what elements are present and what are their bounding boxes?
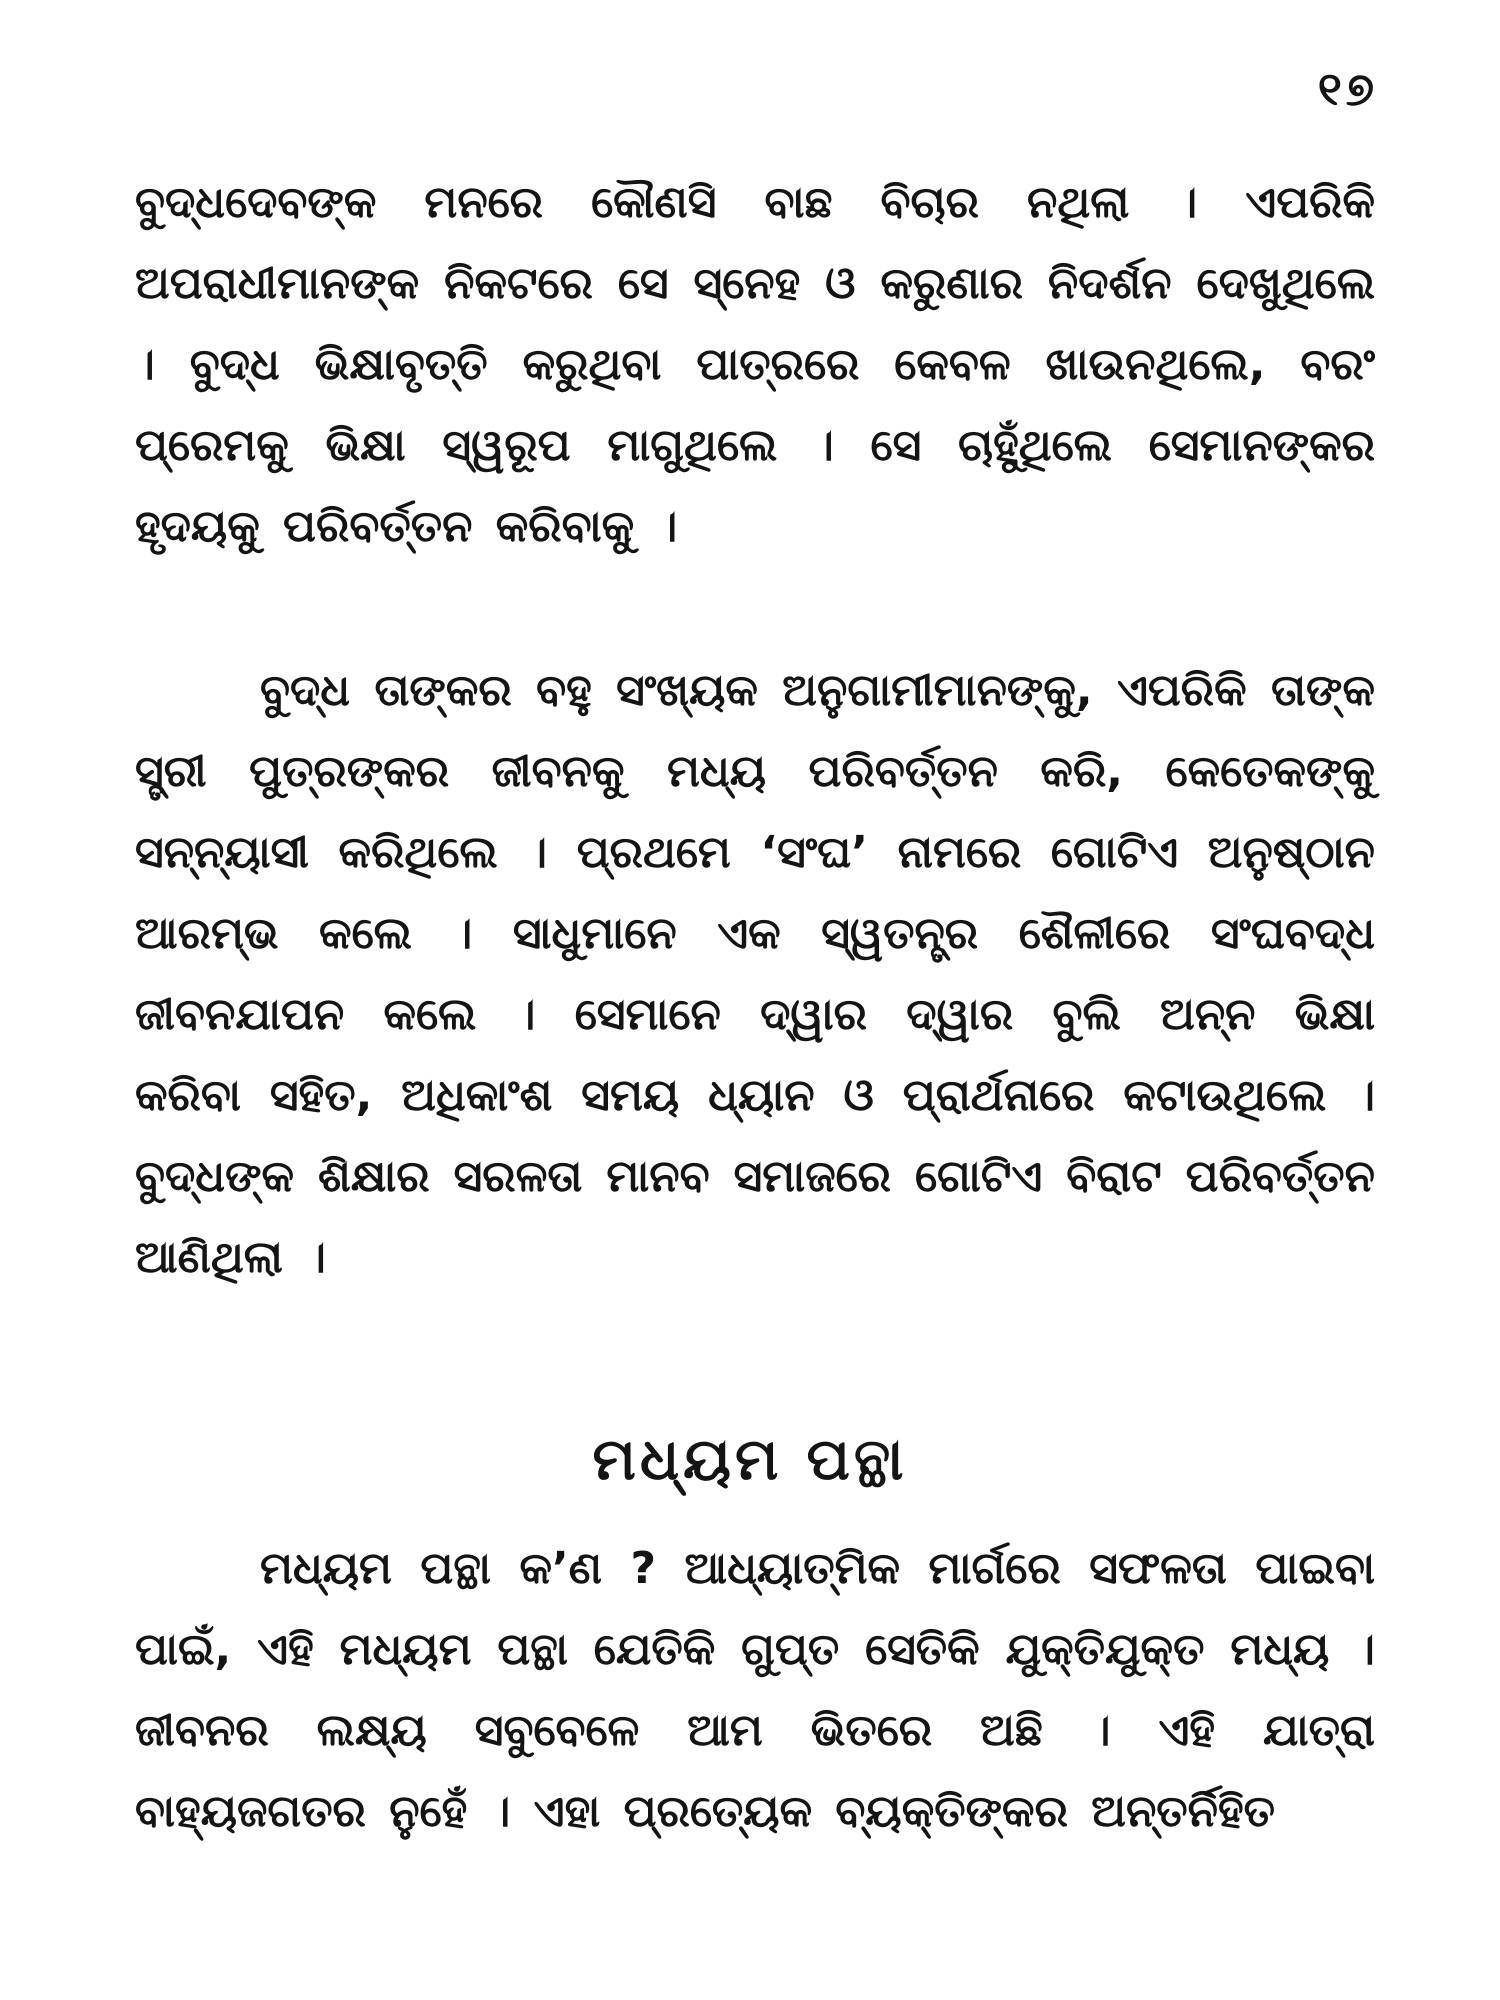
section-heading: ମଧ୍ୟମ ପନ୍ଥା bbox=[592, 1425, 908, 1493]
paragraph-3: ମଧ୍ୟମ ପନ୍ଥା କ’ଣ ? ଆଧ୍ୟାତ୍ମିକ ମାର୍ଗରେ ସଫଳତା ପାଇବା ପାଇଁ, ଏହି ମଧ୍ୟମ ପନ୍ଥା ଯେତିକି ଗୁପ୍ତ ସେତିକି ଯୁକ୍ତିଯୁକ୍ତ ମଧ୍ୟ । ଜୀବନର ଲକ୍ଷ୍ୟ ସବୁବେଳେ ଆମ ଭିତରେ ଅଛି । ଏହି ଯାତ୍ରା ବାହ୍ୟଜଗତର ନୁହେଁ । ଏହା ପ୍ରତ୍ୟେକ ବ୍ୟକ୍ତିଙ୍କର ଅନ୍ତର୍ନିହିତ bbox=[135, 1543, 1375, 1837]
paragraph-1: ବୁଦ୍ଧଦେବଙ୍କ ମନରେ କୌଣସି ବାଛ ବିଚାର ନଥିଲା । ଏପରିକି ଅପରାଧୀମାନଙ୍କ ନିକଟରେ ସେ ସ୍ନେହ ଓ କରୁଣାର ନିଦର୍ଶନ ଦେଖୁଥିଲେ । ବୁଦ୍ଧ ଭିକ୍ଷାବୃତ୍ତି କରୁଥିବା ପାତ୍ରରେ କେବଳ ଖାଉନଥିଲେ, ବରଂ ପ୍ରେମକୁ ଭିକ୍ଷା ସ୍ୱରୂପ ମାଗୁଥିଲେ । ସେ ଚାହୁଁଥିଲେ ସେମାନଙ୍କର ହୃଦୟକୁ ପରିବର୍ତ୍ତନ କରିବାକୁ । bbox=[135, 177, 1375, 552]
paragraph-2: ବୁଦ୍ଧ ତାଙ୍କର ବହୁ ସଂଖ୍ୟକ ଅନୁଗାମୀମାନଙ୍କୁ, ଏପରିକି ତାଙ୍କ ସ୍ତ୍ରୀ ପୁତ୍ରଙ୍କର ଜୀବନକୁ ମଧ୍ୟ ପରିବର୍ତ୍ତନ କରି, କେତେକଙ୍କୁ ସନ୍ନ୍ୟାସୀ କରିଥିଲେ । ପ୍ରଥମେ ‘ସଂଘ’ ନାମରେ ଗୋଟିଏ ଅନୁଷ୍ଠାନ ଆରମ୍ଭ କଲେ । ସାଧୁମାନେ ଏକ ସ୍ୱତନ୍ତ୍ର ଶୈଳୀରେ ସଂଘବଦ୍ଧ ଜୀବନଯାପନ କଲେ । ସେମାନେ ଦ୍ୱାର ଦ୍ୱାର ବୁଲି ଅନ୍ନ ଭିକ୍ଷା କରିବା ସହିତ, ଅଧିକାଂଶ ସମୟ ଧ୍ୟାନ ଓ ପ୍ରାର୍ଥନାରେ କଟାଉଥିଲେ । ବୁଦ୍ଧଙ୍କ ଶିକ୍ଷାର ସରଳତା ମାନବ ସମାଜରେ ଗୋଟିଏ ବିରାଟ ପରିବର୍ତ୍ତନ ଆଣିଥିଲା । bbox=[135, 665, 1375, 1283]
page-number: ୧୭ bbox=[1317, 62, 1378, 116]
